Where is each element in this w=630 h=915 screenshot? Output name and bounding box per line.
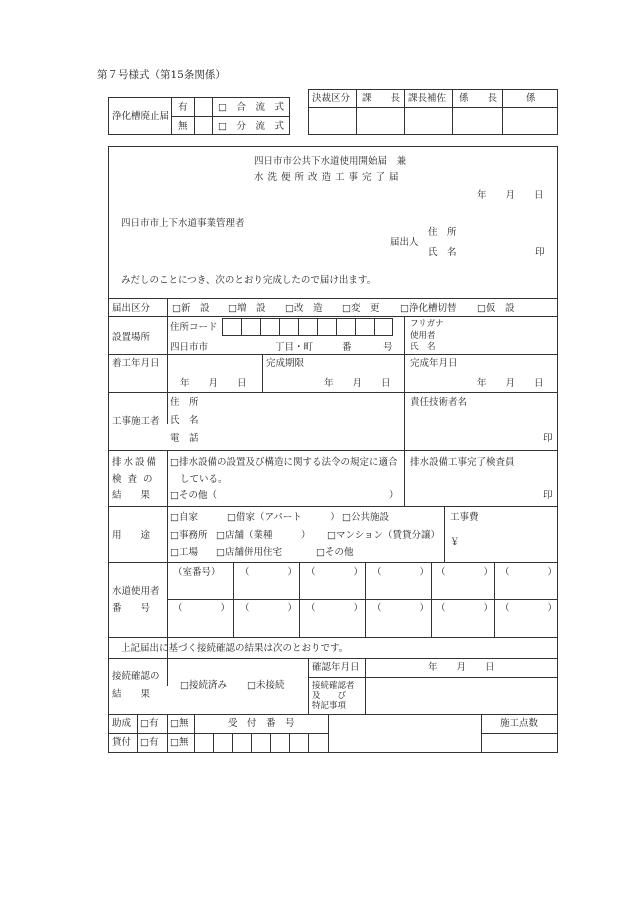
planned-date-value[interactable]: 年 月 日 — [324, 378, 391, 389]
notice-septic-switch[interactable]: □浄化槽切替 — [400, 303, 457, 314]
contractor-address: 住 所 — [170, 397, 199, 408]
inspection-compliant-cont: している。 — [180, 474, 228, 485]
notice-extension[interactable]: □増 設 — [228, 303, 266, 314]
engineer-seal: 印 — [543, 433, 553, 444]
inspection-label-3: 結 果 — [112, 490, 151, 501]
user-label: 使用者 — [410, 331, 436, 341]
notice-change[interactable]: □変 更 — [342, 303, 380, 314]
contractor-label: 工事施工者 — [112, 416, 160, 427]
usage-public[interactable]: □公共施設 — [342, 512, 389, 523]
water-user-label: 水道使用者 — [112, 586, 160, 597]
form-number: 第７号様式（第15条関係） — [97, 69, 226, 81]
notice-new[interactable]: □新 設 — [172, 303, 210, 314]
inspection-compliant[interactable]: □排水設備の設置及び構造に関する法令の規定に適合 — [170, 457, 398, 468]
start-date-value[interactable]: 年 月 日 — [180, 378, 247, 389]
receipt-number-label: 受 付 番 号 — [228, 718, 295, 729]
notice-date: 年 月 日 — [477, 190, 544, 201]
title-line-2: 水洗便所改造工事完了届 — [254, 172, 403, 183]
notice-type-label: 届出区分 — [112, 303, 151, 314]
applicant-address-label: 住 所 — [428, 227, 457, 238]
room-number-label: （室番号） — [173, 567, 221, 578]
room-2[interactable]: （ ） — [306, 567, 364, 578]
inspection-other[interactable]: □その他（ — [170, 490, 217, 501]
connection-label-2: 結 果 — [112, 689, 151, 700]
user-name-label: 氏 名 — [410, 342, 436, 352]
furigana-label: フリガナ — [410, 319, 444, 329]
ban-label: 番 — [342, 342, 352, 353]
confirmer-label-3: 特記事項 — [312, 701, 347, 711]
applicant-seal: 印 — [535, 247, 545, 258]
approval-c1: 決裁区分 — [312, 93, 351, 104]
chome-label: 丁目・町 — [275, 342, 314, 353]
city-label: 四日市市 — [170, 342, 209, 353]
abolition-yes: 有 — [178, 102, 188, 113]
approval-c5: 係 — [526, 93, 536, 104]
usage-rental[interactable]: □借家（アパート ） — [227, 512, 340, 523]
engineer-label: 責任技術者名 — [410, 397, 468, 408]
number-6[interactable]: （ ） — [500, 603, 558, 614]
completed-date-value[interactable]: 年 月 日 — [477, 378, 544, 389]
inspection-label-1: 排水設備 — [112, 457, 159, 468]
contractor-phone: 電 話 — [170, 433, 199, 444]
inspector-seal: 印 — [543, 490, 553, 501]
inspection-label-2: 検査の — [112, 474, 159, 485]
yen-sign: ￥ — [450, 537, 460, 548]
subsidy-yes[interactable]: □有 — [140, 718, 159, 729]
notice-temporary[interactable]: □仮 設 — [477, 303, 515, 314]
approval-c2: 課 長 — [362, 93, 401, 104]
number-1[interactable]: （ ） — [173, 603, 231, 614]
confirmer-label-2: 及 び — [312, 691, 347, 701]
loan-label: 貸付 — [112, 737, 132, 748]
usage-office[interactable]: □事務所 — [170, 530, 208, 541]
combined-sewer[interactable]: □ 合 流 式 — [218, 102, 284, 113]
contractor-name: 氏 名 — [170, 415, 199, 426]
approval-c4: 係 長 — [459, 93, 498, 104]
applicant-name-label: 氏 名 — [428, 247, 457, 258]
usage-own-home[interactable]: □自家 — [170, 512, 198, 523]
not-connected-check[interactable]: □未接続 — [247, 680, 285, 691]
usage-label: 用 途 — [112, 530, 151, 541]
go-label: 号 — [383, 342, 393, 353]
separate-sewer[interactable]: □ 分 流 式 — [218, 121, 284, 132]
loan-no[interactable]: □無 — [170, 737, 189, 748]
subsidy-no[interactable]: □無 — [170, 718, 189, 729]
notice-remodel[interactable]: □改 造 — [285, 303, 323, 314]
usage-other[interactable]: □その他 — [316, 547, 354, 558]
address-code-boxes[interactable] — [222, 318, 393, 336]
addressee: 四日市市上下水道事業管理者 — [121, 218, 245, 229]
connection-statement: 上記届出に基づく接続確認の結果は次のとおりです。 — [121, 643, 349, 654]
number-2[interactable]: （ ） — [240, 603, 298, 614]
usage-factory[interactable]: □工場 — [170, 547, 198, 558]
room-5[interactable]: （ ） — [500, 567, 558, 578]
water-number-label: 番 号 — [112, 603, 151, 614]
title-line-1: 四日市市公共下水道使用開始届 兼 — [254, 156, 407, 167]
planned-date-label: 完成期限 — [266, 358, 305, 369]
usage-shop-house[interactable]: □店舗併用住宅 — [216, 547, 282, 558]
approval-c3: 課長補佐 — [408, 93, 447, 104]
usage-condo[interactable]: □マンション（賃貸分譲） — [327, 530, 441, 541]
construction-fee-label: 工事費 — [450, 512, 479, 523]
abolition-no: 無 — [178, 121, 188, 132]
location-label: 設置場所 — [112, 332, 151, 343]
abolition-label: 浄化槽廃止届 — [112, 111, 170, 122]
completed-date-label: 完成年月日 — [410, 358, 458, 369]
number-4[interactable]: （ ） — [372, 603, 430, 614]
usage-shop[interactable]: □店舗（業種 ） — [216, 530, 311, 541]
confirm-date-label: 確認年月日 — [312, 662, 360, 673]
loan-yes[interactable]: □有 — [140, 737, 159, 748]
start-date-label: 着工年月日 — [112, 358, 160, 369]
confirmer-label-1: 接続確認者 — [312, 681, 355, 691]
subsidy-label: 助成 — [112, 718, 132, 729]
room-3[interactable]: （ ） — [372, 567, 430, 578]
address-code-label: 住所コード — [170, 322, 218, 333]
inspector-label: 排水設備工事完了検査員 — [410, 457, 515, 468]
statement: みだしのことにつき、次のとおり完成したので届け出ます。 — [121, 275, 377, 286]
construction-points-label: 施工点数 — [500, 718, 539, 729]
room-1[interactable]: （ ） — [240, 567, 298, 578]
connected-check[interactable]: □接続済み — [180, 680, 227, 691]
number-3[interactable]: （ ） — [306, 603, 364, 614]
applicant-label: 届出人 — [390, 237, 419, 248]
room-4[interactable]: （ ） — [436, 567, 494, 578]
number-5[interactable]: （ ） — [436, 603, 494, 614]
connection-label-1: 接続確認の — [112, 671, 160, 682]
inspection-other-close: ） — [389, 490, 399, 501]
confirm-date-value[interactable]: 年 月 日 — [428, 662, 495, 673]
